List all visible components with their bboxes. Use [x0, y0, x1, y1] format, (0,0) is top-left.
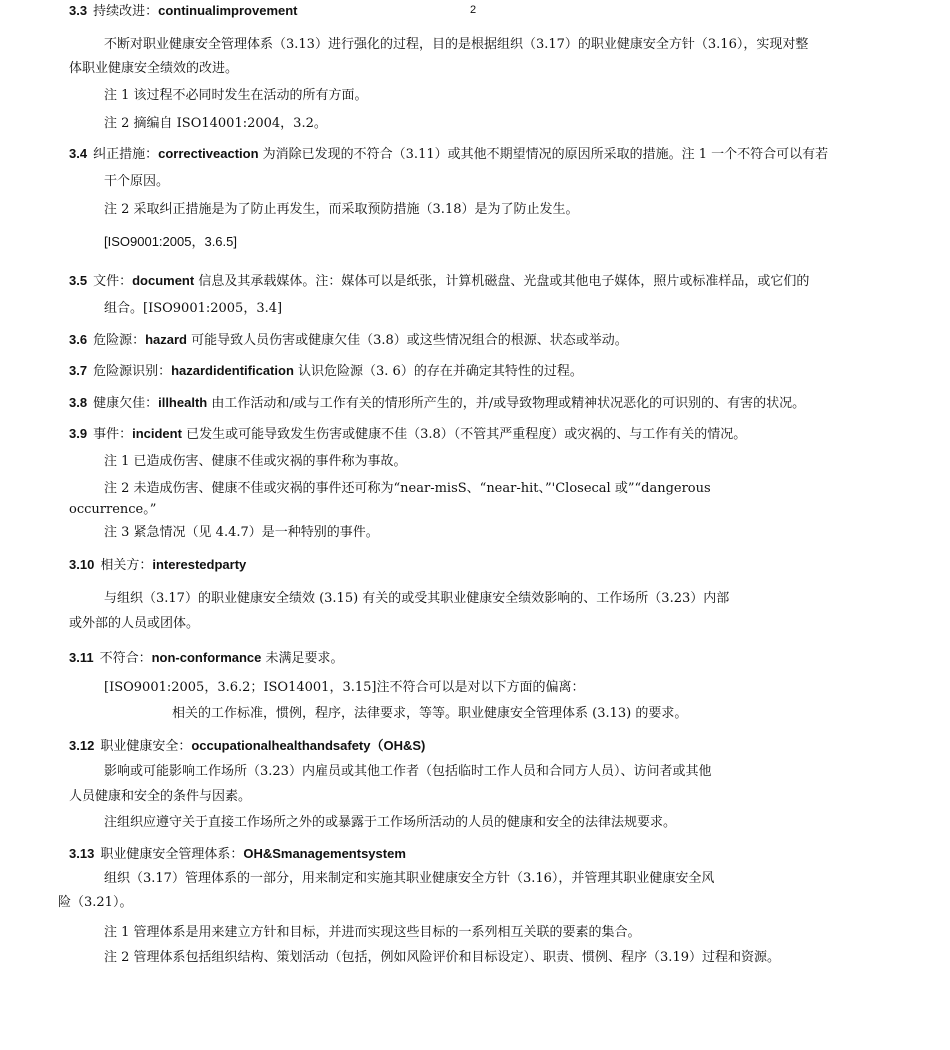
note: 注组织应遵守关于直接工作场所之外的或暴露于工作场所活动的人员的健康和安全的法律法规要求。: [104, 815, 677, 830]
section-number: 3.11: [69, 650, 94, 665]
term-en: occupationalhealthandsafety（OH&S): [191, 738, 426, 753]
note: 注 2 未造成伤害、健康不佳或灾祸的事件还可称为“near-misS、“near-hit、”'Closecal 或”“dangerous: [104, 481, 711, 496]
note: 注 2 摘编自 ISO14001:2004，3.2。: [104, 116, 327, 131]
note: 注 1 该过程不必同时发生在活动的所有方面。: [104, 88, 368, 103]
section-3-3-heading: [69, 3, 298, 20]
section-3-10-heading: [69, 557, 246, 574]
section-number: 3.5: [69, 273, 88, 288]
term-cn: 健康欠佳：: [93, 396, 159, 411]
note: 注 3 紧急情况（见 4.4.7）是一种特别的事件。: [104, 525, 379, 540]
section-3-6-heading: [69, 332, 628, 349]
term-cn: 危险源识别：: [93, 364, 172, 379]
list-item: 相关的工作标准，惯例，程序，法律要求，等等。职业健康安全管理体系 (3.13) 的要求。: [172, 706, 688, 721]
definition-line: 影响或可能影响工作场所（3.23）内雇员或其他工作者（包括临时工作人员和合同方人员）、访问者或其他: [104, 764, 712, 779]
definition-text: 已发生或可能导致发生伤害或健康不佳（3.8）（不管其严重程度）或灾祸的、与工作有关的情况。: [181, 427, 747, 442]
definition-text: 可能导致人员伤害或健康欠佳（3.8）或这些情况组合的根源、状态或举动。: [187, 333, 628, 348]
term-en: OH&Smanagementsystem: [243, 846, 406, 861]
definition-text: 为消除已发现的不符合（3.11）或其他不期望情况的原因所采取的措施。注 1 一个不符合可以有若: [258, 147, 829, 162]
section-number: 3.4: [69, 146, 88, 161]
section-3-9-heading: [69, 426, 746, 443]
term-en: illhealth: [158, 395, 208, 410]
term-en: document: [132, 273, 195, 288]
term-cn: 职业健康安全管理体系：: [100, 847, 244, 862]
section-3-8-heading: [69, 395, 805, 412]
term-en: hazard: [145, 332, 187, 347]
term-cn: 相关方：: [100, 558, 153, 573]
definition-text: 未满足要求。: [261, 651, 344, 666]
reference: [ISO9001:2005，3.6.5]: [104, 234, 237, 249]
section-3-4-heading: [69, 146, 828, 163]
term-en: correctiveaction: [158, 146, 259, 161]
note: 注 1 已造成伤害、健康不佳或灾祸的事件称为事故。: [104, 454, 407, 469]
note: 注 2 管理体系包括组织结构、策划活动（包括，例如风险评价和目标设定）、职责、惯例、程序（3.19）过程和资源。: [104, 950, 780, 965]
section-number: 3.7: [69, 363, 88, 378]
term-en: incident: [132, 426, 182, 441]
term-cn: 职业健康安全：: [100, 739, 192, 754]
section-number: 3.9: [69, 426, 88, 441]
definition-line: 人员健康和安全的条件与因素。: [69, 789, 252, 804]
definition-line: 险（3.21）。: [58, 895, 133, 910]
definition-line: 与组织（3.17）的职业健康安全绩效 (3.15) 有关的或受其职业健康安全绩效影响的、工作场所（3.23）内部: [104, 591, 730, 606]
section-number: 3.13: [69, 846, 95, 861]
term-cn: 危险源：: [93, 333, 146, 348]
term-en: interestedparty: [152, 557, 247, 572]
term-en: continualimprovement: [158, 3, 298, 18]
term-cn: 纠正措施：: [93, 147, 159, 162]
section-number: 3.10: [69, 557, 95, 572]
definition-text: 认识危险源（3. 6）的存在并确定其特性的过程。: [293, 364, 583, 379]
section-number: 3.8: [69, 395, 88, 410]
definition-line: 组织（3.17）管理体系的一部分，用来制定和实施其职业健康安全方针（3.16），并管理其职业健康安全风: [104, 871, 715, 886]
definition-text: 由工作活动和/或与工作有关的情形所产生的，并/或导致物理或精神状况恶化的可识别的、有害的状况。: [207, 396, 806, 411]
section-3-5-heading: [69, 273, 809, 290]
section-3-11-heading: [69, 650, 344, 667]
section-number: 3.3: [69, 3, 88, 18]
term-en: non-conformance: [151, 650, 262, 665]
definition-line: 体职业健康安全绩效的改进。: [69, 61, 239, 76]
term-cn: 持续改进：: [93, 4, 159, 19]
note: 注 1 管理体系是用来建立方针和目标，并进而实现这些目标的一系列相互关联的要素的集合。: [104, 925, 641, 940]
definition-line: 不断对职业健康安全管理体系（3.13）进行强化的过程，目的是根据组织（3.17）的职业健康安全方针（3.16），实现对整: [104, 37, 809, 52]
term-en: hazardidentification: [171, 363, 294, 378]
section-3-12-heading: [69, 738, 425, 755]
section-number: 3.12: [69, 738, 95, 753]
note: 注 2 采取纠正措施是为了防止再发生，而采取预防措施（3.18）是为了防止发生。: [104, 202, 579, 217]
term-cn: 事件：: [93, 427, 133, 442]
note-continuation: occurrence。”: [69, 502, 157, 517]
section-3-13-heading: [69, 846, 406, 863]
definition-line: 组合。[ISO9001:2005，3.4]: [104, 301, 283, 316]
definition-line: 或外部的人员或团体。: [69, 616, 200, 631]
section-3-7-heading: [69, 363, 583, 380]
definition-text: 信息及其承载媒体。注：媒体可以是纸张，计算机磁盘、光盘或其他电子媒体，照片或标准样品，或它们的: [194, 274, 810, 289]
page-number: 2: [470, 4, 477, 16]
term-cn: 不符合：: [99, 651, 152, 666]
term-cn: 文件：: [93, 274, 133, 289]
definition-line: 干个原因。: [104, 174, 170, 189]
section-number: 3.6: [69, 332, 88, 347]
reference: [ISO9001:2005，3.6.2；ISO14001，3.15]注不符合可以是对以下方面的偏离：: [104, 680, 585, 695]
